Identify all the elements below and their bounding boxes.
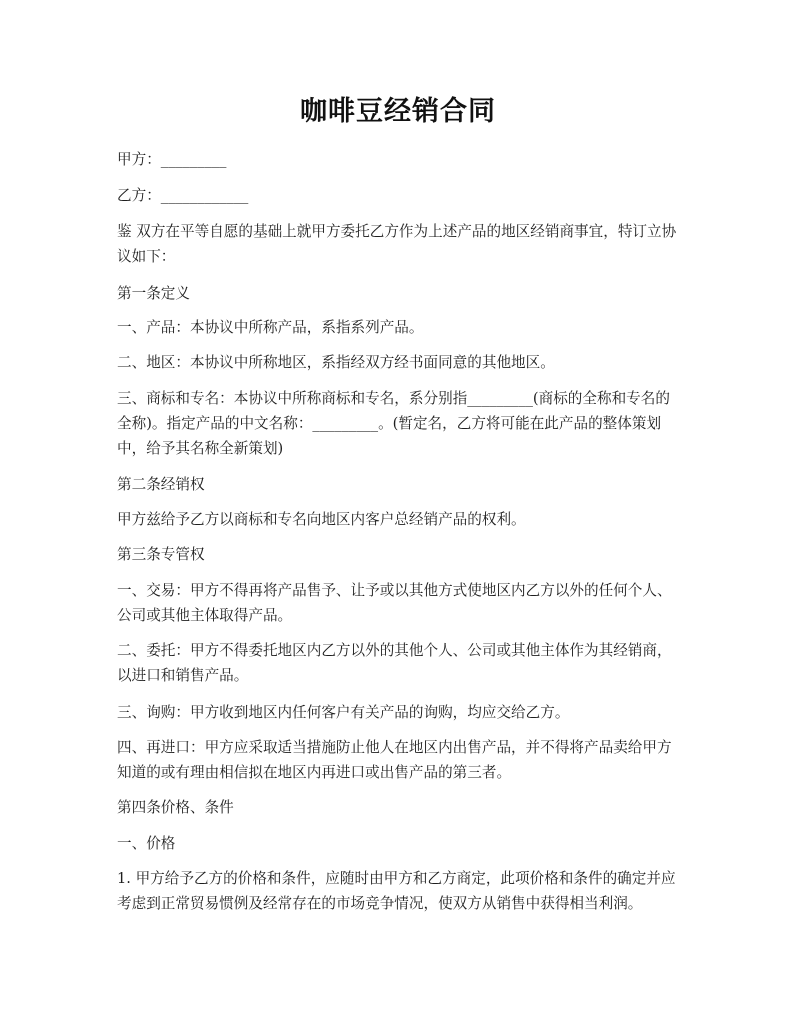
article-4-section-1-heading: 一、价格 bbox=[117, 835, 176, 852]
document-title: 咖啡豆经销合同 bbox=[300, 96, 496, 127]
article-1-heading: 第一条定义 bbox=[117, 285, 190, 302]
article-3-item-2: 二、委托：甲方不得委托地区内乙方以外的其他个人、公司或其他主体作为其经销商，以进口和销售产品。 bbox=[117, 642, 672, 684]
article-2-heading: 第二条经销权 bbox=[117, 476, 205, 493]
party-a-line: 甲方：_________ bbox=[117, 151, 227, 168]
article-1-item-3: 三、商标和专名：本协议中所称商标和专名，系分别指_________(商标的全称和专名的全称)。指定产品的中文名称：_________。(暂定名，乙方将可能在此产品的整体策划中，给予其名称全新策划) bbox=[117, 390, 670, 457]
article-2-body: 甲方兹给予乙方以商标和专名向地区内客户总经销产品的权利。 bbox=[117, 511, 526, 528]
article-3-item-1: 一、交易：甲方不得再将产品售予、让予或以其他方式使地区内乙方以外的任何个人、公司或其他主体取得产品。 bbox=[117, 582, 672, 624]
article-4-clause-1: 1. 甲方给予乙方的价格和条件，应随时由甲方和乙方商定，此项价格和条件的确定并应考虑到正常贸易惯例及经常存在的市场竞争情况，使双方从销售中获得相当利润。 bbox=[117, 870, 676, 912]
article-1-item-2: 二、地区：本协议中所称地区，系指经双方经书面同意的其他地区。 bbox=[117, 354, 555, 371]
article-4-heading: 第四条价格、条件 bbox=[117, 799, 234, 816]
party-b-line: 乙方：____________ bbox=[117, 187, 249, 204]
article-1-item-1: 一、产品：本协议中所称产品，系指系列产品。 bbox=[117, 319, 424, 336]
article-3-item-3: 三、询购：甲方收到地区内任何客户有关产品的询购，均应交给乙方。 bbox=[117, 704, 570, 721]
article-3-item-4: 四、再进口：甲方应采取适当措施防止他人在地区内出售产品，并不得将产品卖给甲方知道的或有理由相信拟在地区内再进口或出售产品的第三者。 bbox=[117, 739, 672, 781]
preamble-paragraph: 鉴 双方在平等自愿的基础上就甲方委托乙方作为上述产品的地区经销商事宜，特订立协议如下： bbox=[117, 223, 677, 265]
article-3-heading: 第三条专管权 bbox=[117, 546, 205, 563]
